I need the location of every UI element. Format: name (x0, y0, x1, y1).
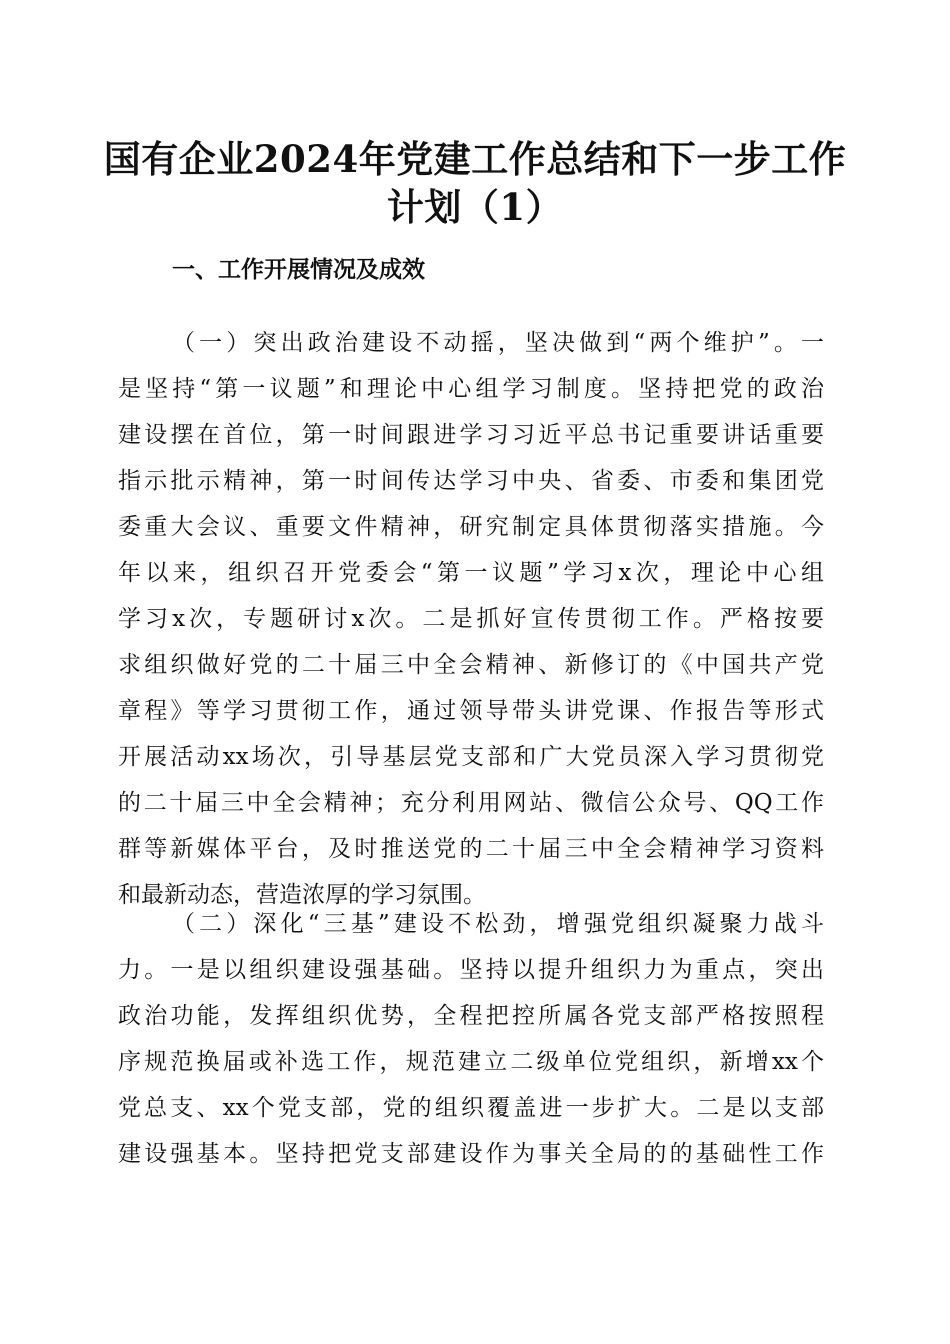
paragraph-line: 章程》等学习贯彻工作，通过领导带头讲党课、作报告等形式 (118, 698, 824, 724)
document-title (90, 135, 860, 231)
paragraph-line: 党总支、xx个党支部，党的组织覆盖进一步扩大。二是以支部 (118, 1095, 824, 1121)
paragraph-line: 指示批示精神，第一时间传达学习中央、省委、市委和集团党 (118, 468, 824, 494)
paragraph-line: 年以来，组织召开党委会“第一议题”学习x次，理论中心组 (118, 560, 824, 586)
paragraph-line: 序规范换届或补选工作，规范建立二级单位党组织，新增xx个 (118, 1049, 824, 1075)
paragraph-line: （二）深化“三基”建设不松劲，增强党组织凝聚力战斗 (172, 911, 824, 937)
paragraph-line: （一）突出政治建设不动摇，坚决做到“两个维护”。一 (172, 330, 824, 356)
paragraph-1 (118, 320, 824, 918)
paragraph-line: 委重大会议、重要文件精神，研究制定具体贯彻落实措施。今 (118, 514, 824, 540)
section-heading: 一、工作开展情况及成效 (172, 257, 425, 283)
paragraph-line: 求组织做好党的二十届三中全会精神、新修订的《中国共产党 (118, 652, 824, 678)
paragraph-line: 建设摆在首位，第一时间跟进学习习近平总书记重要讲话重要 (118, 422, 824, 448)
title-line-1: 国有企业2024年党建工作总结和下一步工作 (103, 137, 847, 181)
paragraph-line: 力。一是以组织建设强基础。坚持以提升组织力为重点，突出 (118, 957, 824, 983)
paragraph-line: 建设强基本。坚持把党支部建设作为事关全局的的基础性工作 (118, 1141, 824, 1167)
paragraph-line: 群等新媒体平台，及时推送党的二十届三中全会精神学习资料 (118, 836, 824, 862)
paragraph-line: 开展活动xx场次，引导基层党支部和广大党员深入学习贯彻党 (118, 744, 824, 770)
paragraph-line: 是坚持“第一议题”和理论中心组学习制度。坚持把党的政治 (118, 376, 824, 402)
paragraph-line: 的二十届三中全会精神；充分利用网站、微信公众号、QQ工作 (118, 790, 824, 816)
title-line-2: 计划（1） (386, 185, 564, 229)
paragraph-line: 和最新动态，营造浓厚的学习氛围。 (118, 882, 486, 908)
paragraph-line: 政治功能，发挥组织优势，全程把控所属各党支部严格按照程 (118, 1003, 824, 1029)
paragraph-2 (118, 901, 824, 1177)
paragraph-line: 学习x次，专题研讨x次。二是抓好宣传贯彻工作。严格按要 (118, 606, 824, 632)
